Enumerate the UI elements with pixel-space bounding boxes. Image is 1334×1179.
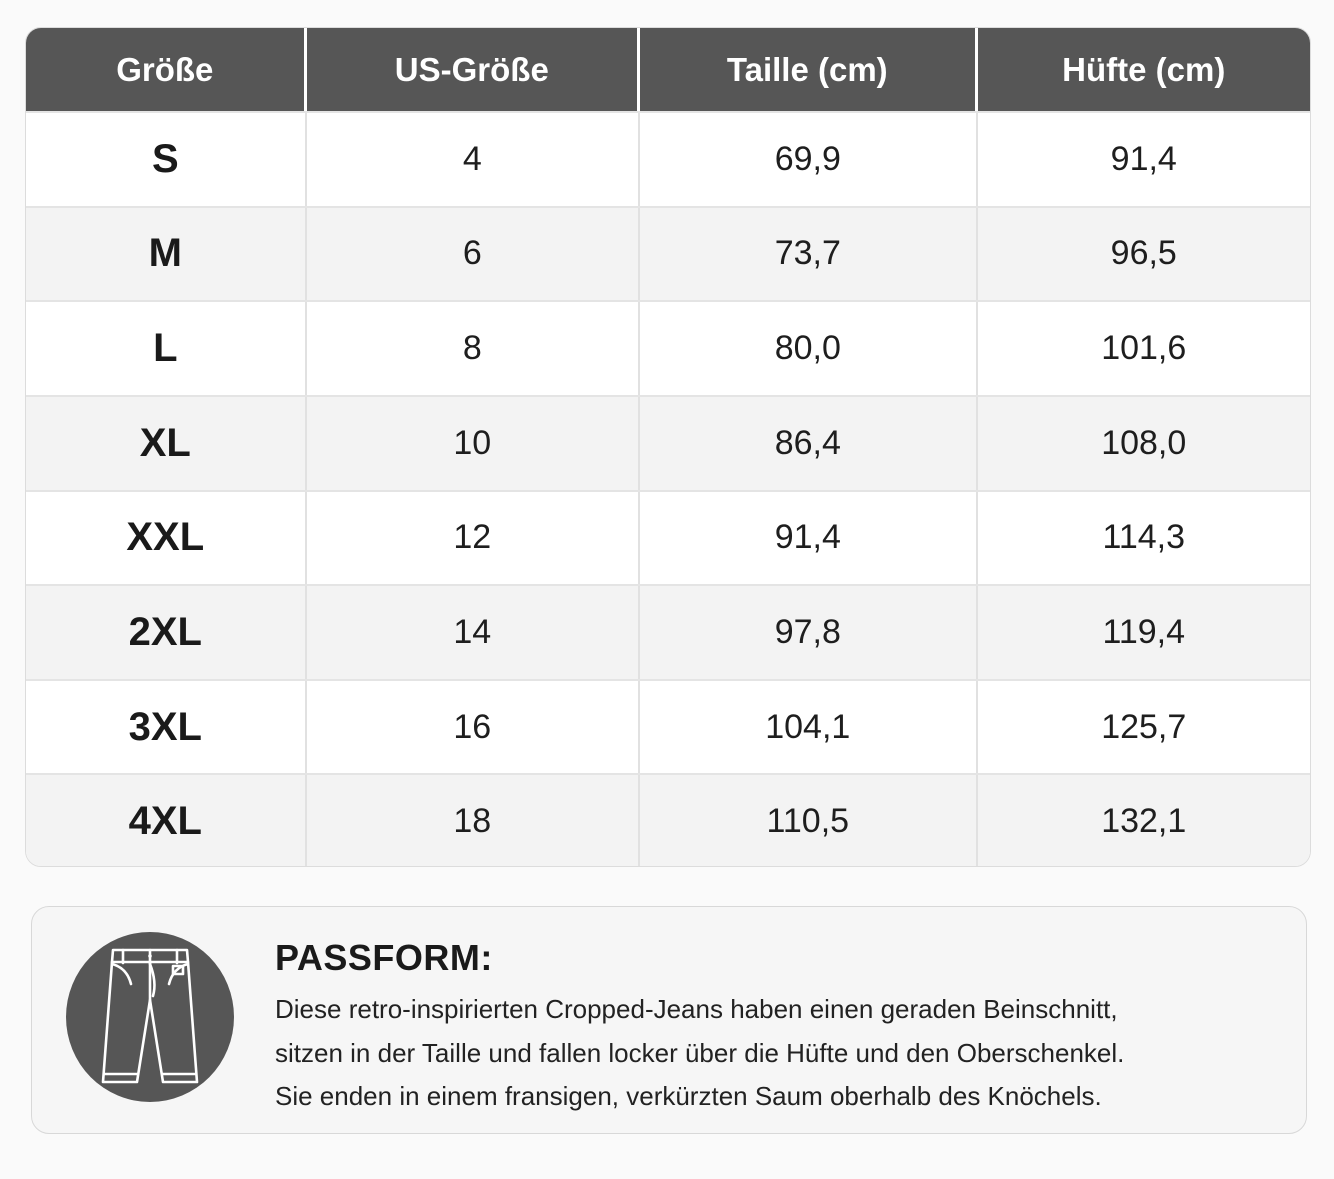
size-label: XXL: [26, 492, 307, 585]
header-waist: Taille (cm): [640, 28, 977, 111]
hip-value: 96,5: [1110, 234, 1177, 273]
hip-value: 101,6: [1101, 329, 1187, 368]
size-chart-table: [25, 27, 1311, 867]
us-size-value: 16: [307, 681, 640, 774]
waist-value: 104,1: [640, 681, 977, 774]
size-label: L: [26, 302, 307, 395]
header-hip: Hüfte (cm): [1062, 50, 1226, 88]
us-size-value: 14: [307, 586, 640, 679]
waist-value: 91,4: [640, 492, 977, 585]
fit-description-line: Diese retro-inspirierten Cropped-Jeans haben einen geraden Beinschnitt,: [275, 994, 1118, 1024]
table-header-row: [26, 28, 1310, 111]
table-row: [26, 773, 1310, 867]
hip-value: 91,4: [1110, 139, 1177, 178]
hip-value: 108,0: [1101, 423, 1187, 462]
fit-title: PASSFORM:: [275, 937, 493, 978]
size-label: XL: [26, 397, 307, 490]
waist-value: 73,7: [640, 208, 977, 301]
jeans-icon: [66, 932, 234, 1102]
fit-description: [275, 988, 1275, 1119]
fit-description-line: sitzen in der Taille und fallen locker über die Hüfte und den Oberschenkel.: [275, 1037, 1125, 1068]
size-label: M: [26, 208, 307, 301]
us-size-value: 4: [307, 113, 640, 206]
hip-value: 125,7: [1101, 707, 1187, 746]
waist-value: 80,0: [640, 302, 977, 395]
waist-value: 86,4: [640, 397, 977, 490]
header-us-size: US-Größe: [307, 28, 640, 111]
table-row: [26, 584, 1310, 679]
size-label: S: [26, 113, 307, 206]
fit-info-card: [31, 906, 1307, 1134]
hip-value: 114,3: [1102, 518, 1186, 557]
hip-value: 119,4: [1102, 612, 1186, 651]
waist-value: 69,9: [640, 113, 977, 206]
table-row: [26, 300, 1310, 395]
table-row: [26, 206, 1310, 301]
table-row: [26, 395, 1310, 490]
size-label: 3XL: [26, 681, 307, 774]
us-size-value: 18: [307, 775, 640, 867]
table-row: [26, 490, 1310, 585]
waist-value: 110,5: [640, 775, 977, 867]
us-size-value: 10: [307, 397, 640, 490]
table-row: [26, 111, 1310, 206]
table-row: [26, 679, 1310, 774]
us-size-value: 6: [307, 208, 640, 301]
size-label: 4XL: [26, 775, 307, 867]
waist-value: 97,8: [640, 586, 977, 679]
fit-description-line: Sie enden in einem fransigen, verkürzten Saum oberhalb des Knöchels.: [275, 1081, 1102, 1111]
us-size-value: 8: [307, 302, 640, 395]
size-label: 2XL: [26, 586, 307, 679]
header-size: Größe: [26, 28, 307, 111]
hip-value: 132,1: [1101, 802, 1187, 841]
us-size-value: 12: [307, 492, 640, 585]
